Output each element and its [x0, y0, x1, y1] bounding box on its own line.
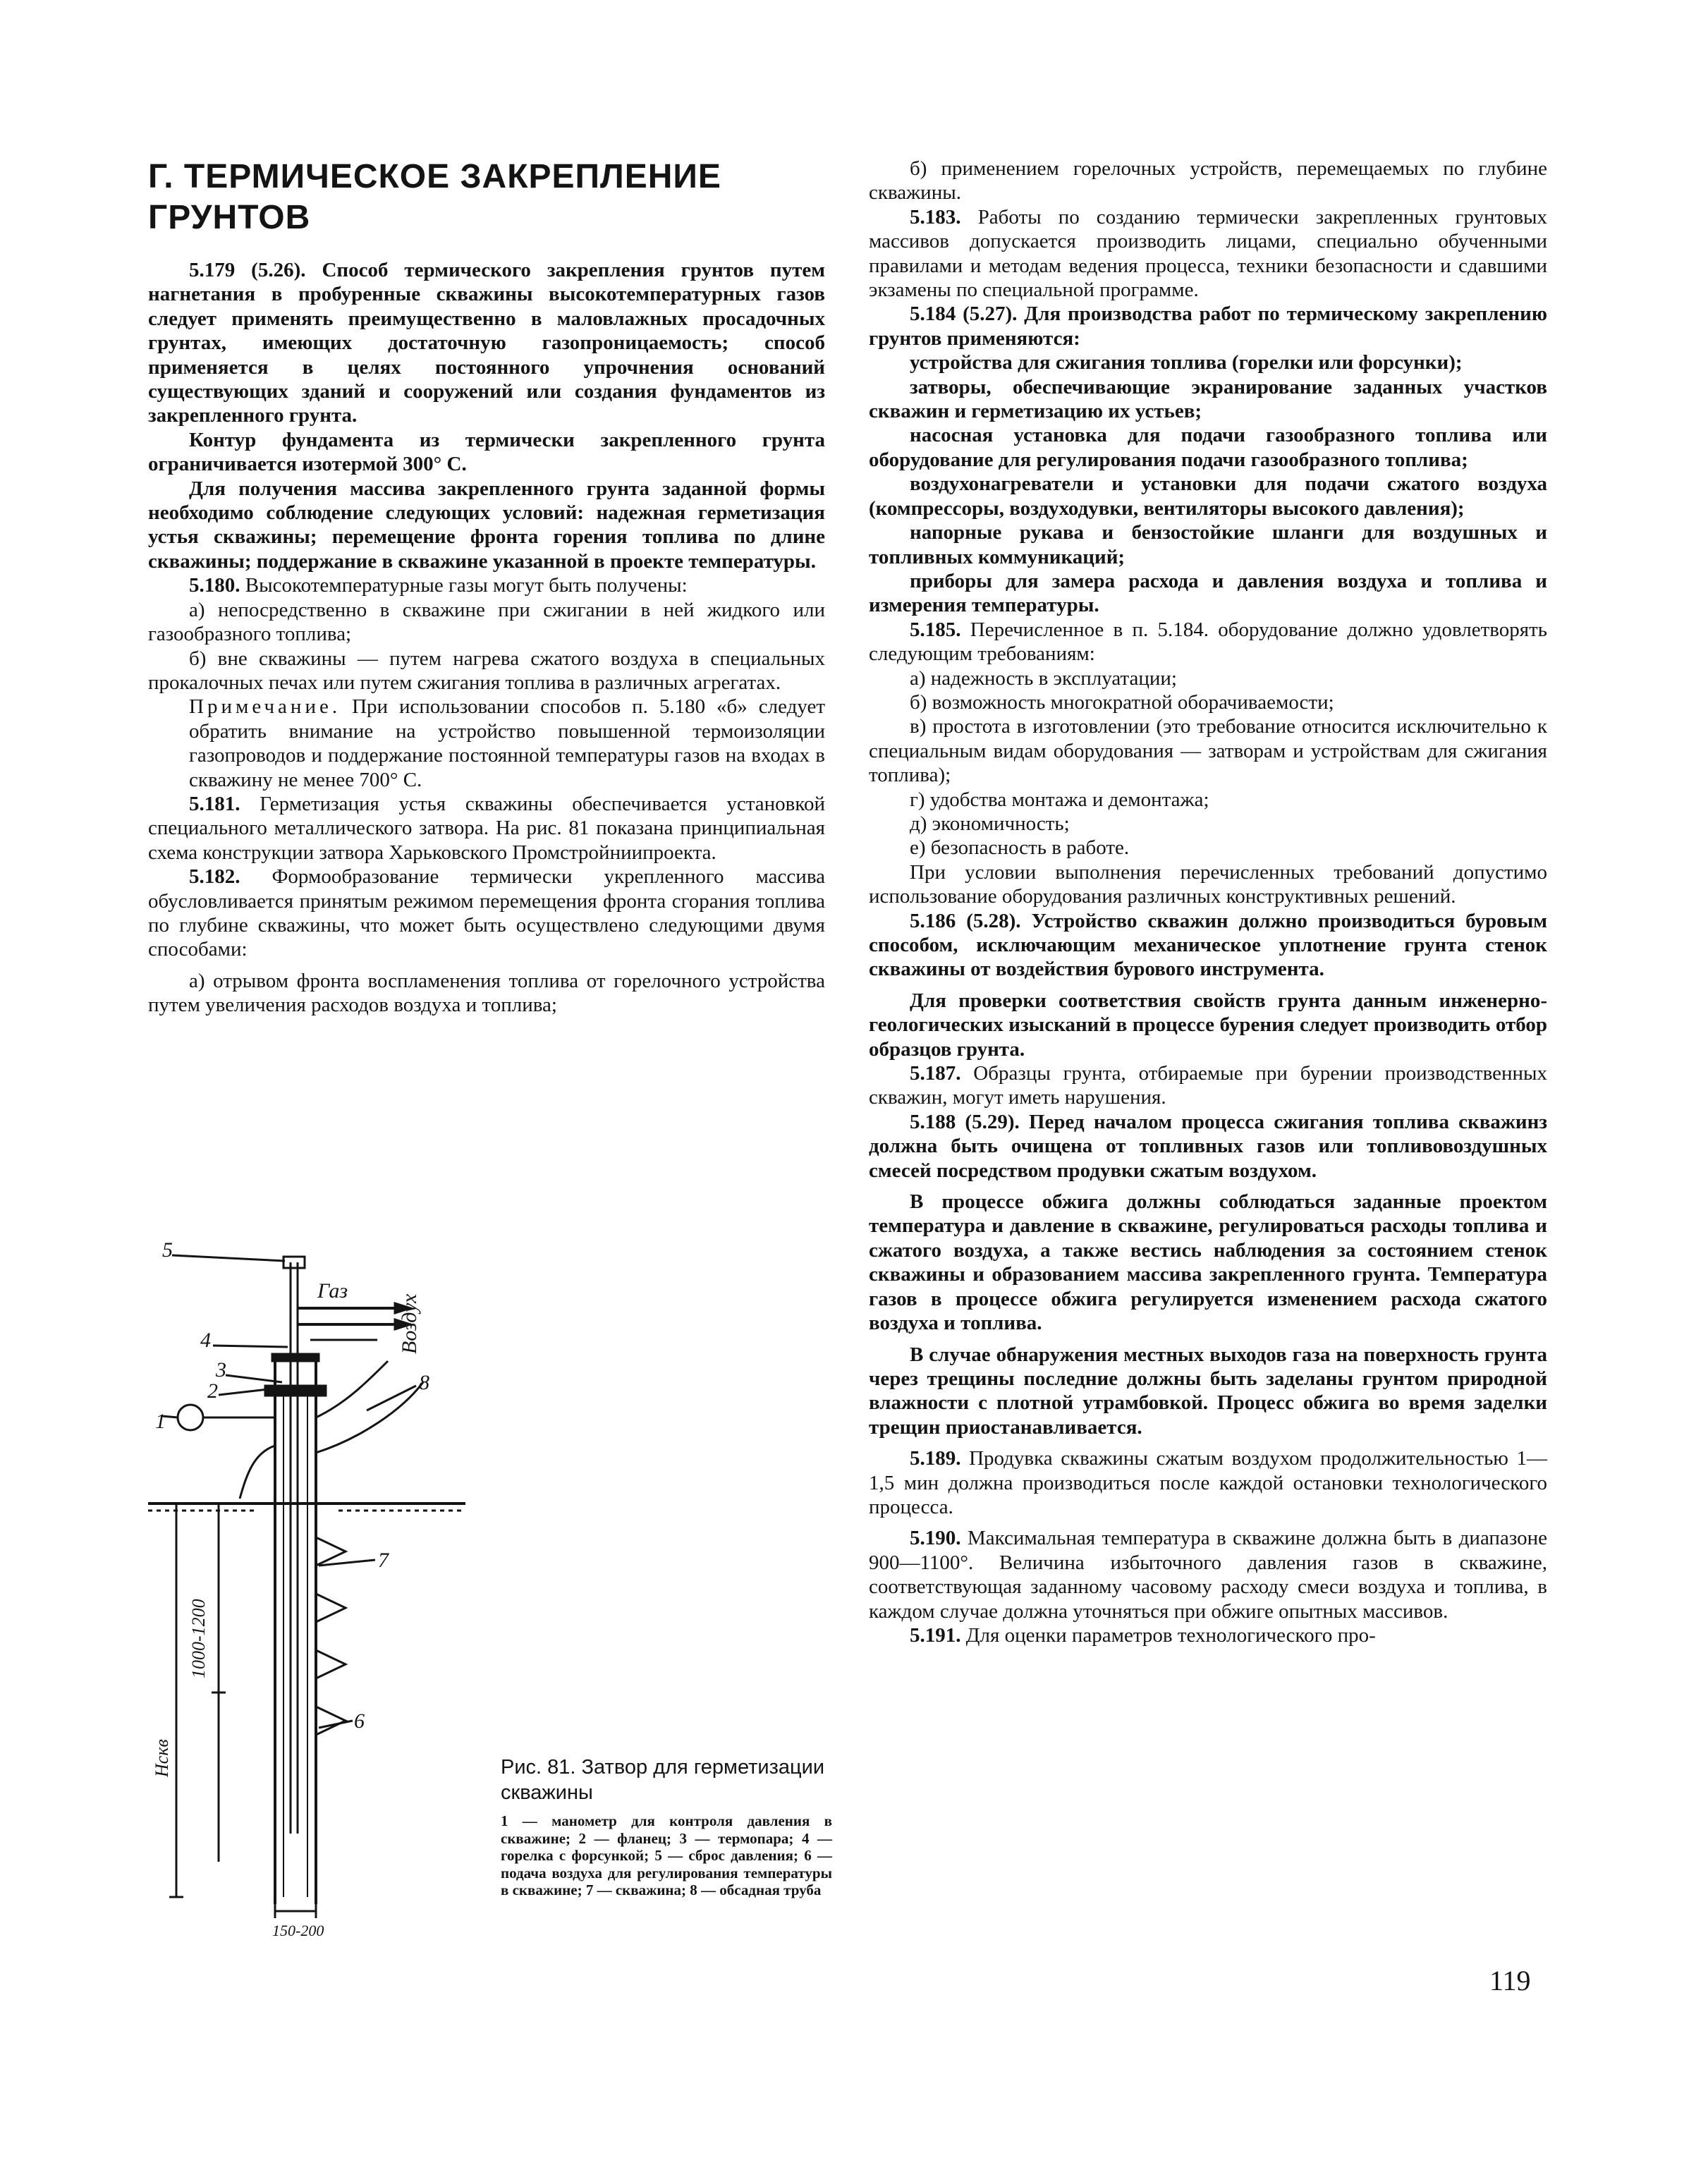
equipment-item-6: приборы для замера расхода и давления воздуха и топлива и измерения температуры. [869, 569, 1547, 617]
equipment-item-3: насосная установка для подачи газообразного топлива или оборудование для регулирования подачи газообразного топлива; [869, 424, 1547, 471]
paragraph-gas-leaks: В случае обнаружения местных выходов газа на поверхность грунта через трещины последние должны быть заделаны грунтом природной влажности с плотной утрамбовкой. Процесс обжига во время заделки трещин приостанавливается. [869, 1343, 1547, 1439]
label-2: 2 [207, 1379, 218, 1403]
figure-81-drawing [134, 1241, 529, 1960]
label-depth: 1000-1200 [188, 1599, 209, 1678]
label-6: 6 [354, 1709, 365, 1733]
requirement-e: е) безопасность в работе. [910, 836, 1130, 860]
paragraph-5-187: 5.187. Образцы грунта, отбираемые при бурении производственных скважин, могут иметь нарушения. [869, 1062, 1547, 1109]
paragraph-5-185: 5.185. Перечисленное в п. 5.184. оборудование должно удовлетворять следующим требованиям: [869, 618, 1548, 666]
requirement-d: д) экономичность; [910, 812, 1070, 835]
equipment-item-2: затворы, обеспечивающие экранирование заданных участков скважин и герметизацию их устьев; [869, 375, 1547, 423]
paragraph-5-190: 5.190. Максимальная температура в скважине должна быть в диапазоне 900—1100°. Величина избыточного давления газов в скважине, соответствующая заданному часовому расходу смеси воздуха и топлива, в каждом случае должна уточняться при обжиге опытных массивов. [869, 1527, 1547, 1623]
label-gas: Газ [317, 1279, 348, 1303]
label-4: 4 [200, 1329, 211, 1352]
equipment-item-4: воздухонагреватели и установки для подачи сжатого воздуха (компрессоры, воздуходувки, вентиляторы высокого давления); [869, 472, 1547, 520]
label-3: 3 [216, 1358, 226, 1382]
paragraph-requirements-condition: При условии выполнения перечисленных требований допустимо использование оборудования различных конструктивных решений. [869, 860, 1547, 908]
section-heading: Г. ТЕРМИЧЕСКОЕ ЗАКРЕПЛЕНИЕ ГРУНТОВ [148, 158, 721, 236]
paragraph-5-179: 5.179 (5.26). Способ термического закрепления грунтов путем нагнетания в пробуренные скважины высокотемпературных газов следует применять преимущественно в маловлажных просадочных грунтах, имеющих достаточную газопроницаемость; способ применяется в целях постоянного упрочнения оснований существующих зданий и сооружений или создания фундаментов из закрепленного грунта. [148, 259, 825, 427]
caption-legend: 1 — манометр для контроля давления в скважине; 2 — фланец; 3 — термопара; 4 — горелка с форсункой; 5 — сброс давления; 6 — подача воздуха для регулирования температуры в скважине; 7 — скважина; 8 — обсадная труба [501, 1812, 832, 1898]
paragraph-contour: Контур фундамента из термически закрепленного грунта ограничивается изотермой 300° С. [148, 428, 825, 476]
requirement-g: г) удобства монтажа и демонтажа; [910, 788, 1209, 811]
label-5: 5 [162, 1241, 173, 1262]
borehole-seal-diagram [134, 1241, 529, 1960]
paragraph-5-189: 5.189. Продувка скважины сжатым воздухом продолжительностью 1—1,5 мин должна производиться после каждой остановки технологического процесса. [869, 1447, 1548, 1518]
equipment-item-5: напорные рукава и бензостойкие шланги для воздушных и топливных коммуникаций; [869, 521, 1547, 568]
paragraph-5-191: 5.191. Для оценки параметров технологического про- [910, 1623, 1376, 1647]
left-column [148, 157, 825, 1018]
list-item-5-180-b: б) вне скважины — путем нагрева сжатого воздуха в специальных прокалочных печах или путем сжигания топлива в различных агрегатах. [148, 647, 825, 694]
paragraph-firing-process: В процессе обжига должны соблюдаться заданные проектом температура и давление в скважине, регулироваться расходы топлива и сжатого воздуха, а также вестись наблюдения за состоянием стенок скважины и образованием массива закрепленного грунта. Температура газов в процессе обжига регулируется изменением расхода сжатого воздуха и топлива. [869, 1190, 1547, 1335]
list-item-5-182-b: б) применением горелочных устройств, перемещаемых по глубине скважины. [869, 157, 1547, 205]
figure-81-caption [501, 1755, 832, 1899]
requirement-b: б) возможность многократной оборачиваемости; [910, 690, 1334, 714]
paragraph-5-180: 5.180. Высокотемпературные газы могут быть получены: [189, 574, 688, 597]
paragraph-5-183: 5.183. Работы по созданию термически закрепленных грунтовых массивов допускается производить лицами, специально обученными правилами и методам ведения процесса, техники безопасности и сдавшими экзамены по специальной программе. [869, 205, 1548, 302]
right-column [869, 157, 1547, 1647]
equipment-item-1: устройства для сжигания топлива (горелки или форсунки); [910, 351, 1463, 374]
label-air: Воздух [398, 1293, 421, 1354]
paragraph-sample-check: Для проверки соответствия свойств грунта данным инженерно-геологических изысканий в процессе бурения следует производить отбор образцов грунта. [869, 989, 1547, 1061]
label-7: 7 [378, 1549, 389, 1572]
note: Примечание. При использовании способов п. 5.180 «б» следует обратить внимание на устройство повышенной термоизоляции газопроводов и поддержание постоянной температуры газов на входах в скважину не менее 700° С. [189, 695, 826, 791]
label-hskv: Hскв [152, 1739, 172, 1777]
paragraph-5-181: 5.181. Герметизация устья скважины обеспечивается установкой специального металлического затвора. На рис. 81 показана принципиальная схема конструкции затвора Харьковского Промстройниипроекта. [148, 792, 826, 864]
list-item-5-180-a: а) непосредственно в скважине при сжигании в ней жидкого или газообразного топлива; [148, 598, 825, 646]
caption-title: Рис. 81. Затвор для герметизации скважины [501, 1756, 825, 1804]
requirement-a: а) надежность в эксплуатации; [910, 666, 1177, 690]
label-diameter: 150-200 [272, 1922, 324, 1939]
label-8: 8 [419, 1371, 429, 1394]
paragraph-5-186: 5.186 (5.28). Устройство скважин должно производиться буровым способом, исключающим механическое уплотнение грунта стенок скважины от воздействия бурового инструмента. [869, 909, 1547, 981]
paragraph-5-188: 5.188 (5.29). Перед началом процесса сжигания топлива скважинз должна быть очищена от топливных газов или топливовоздушных смесей посредством продувки сжатым воздухом. [869, 1110, 1547, 1182]
list-item-5-182-a: а) отрывом фронта воспламенения топлива от горелочного устройства путем увеличения расходов воздуха и топлива; [148, 969, 825, 1017]
paragraph-conditions: Для получения массива закрепленного грунта заданной формы необходимо соблюдение следующих условий: надежная герметизация устья скважины; перемещение фронта горения топлива по длине скважины; поддержание в скважине указанной в проекте температуры. [148, 477, 825, 573]
paragraph-5-182: 5.182. Формообразование термически укрепленного массива обусловливается принятым режимом перемещения фронта сгорания топлива по глубине скважины, что может быть осуществлено следующими двумя способами: [148, 865, 825, 961]
requirement-v: в) простота в изготовлении (это требование относится исключительно к специальным видам оборудования — затворам и устройствам для сжигания топлива); [869, 715, 1547, 787]
label-1: 1 [155, 1410, 166, 1433]
page-number: 119 [1489, 1965, 1531, 1996]
paragraph-5-184: 5.184 (5.27). Для производства работ по термическому закреплению грунтов применяются: [869, 303, 1547, 350]
